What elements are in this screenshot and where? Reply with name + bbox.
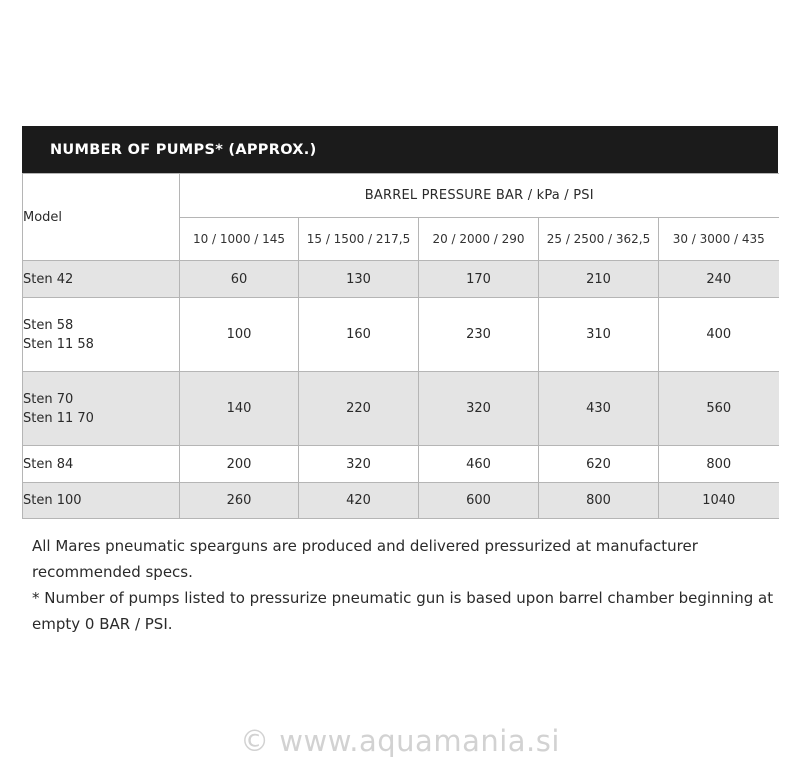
pumps-table: [22, 173, 779, 519]
pump-count-cell: 420: [299, 483, 419, 519]
pump-count-cell: 170: [419, 261, 539, 298]
model-cell: [23, 446, 180, 483]
model-name: Sten 84: [23, 456, 74, 472]
table-row: [23, 446, 779, 483]
model-name: Sten 11 70: [23, 410, 94, 426]
model-cell: [23, 298, 180, 372]
pressure-column-header: 30 / 3000 / 435: [659, 218, 779, 261]
table-row: [23, 372, 779, 446]
pump-count-cell: 1040: [659, 483, 779, 519]
model-cell: [23, 372, 180, 446]
model-name: Sten 42: [23, 271, 74, 287]
pump-count-footnote: * Number of pumps listed to pressurize pneumatic gun is based upon barrel chamber beginning at empty 0 BAR / PSI.: [32, 589, 774, 633]
pump-count-cell: 600: [419, 483, 539, 519]
table-row: [23, 483, 779, 519]
pressure-column-header: 25 / 2500 / 362,5: [539, 218, 659, 261]
pressure-column-header: 20 / 2000 / 290: [419, 218, 539, 261]
pump-count-cell: 100: [180, 298, 299, 372]
pump-count-cell: 560: [659, 372, 779, 446]
model-column-header: Model: [23, 174, 180, 261]
pump-count-cell: 310: [539, 298, 659, 372]
table-row: [23, 261, 779, 298]
pressurized-note: All Mares pneumatic spearguns are produced and delivered pressurized at manufacturer recommended specs.: [32, 537, 698, 581]
pump-count-cell: 240: [659, 261, 779, 298]
model-cell: [23, 261, 180, 298]
model-name: Sten 100: [23, 493, 82, 508]
copyright-watermark: © www.aquamania.si: [240, 724, 560, 758]
table-title: NUMBER OF PUMPS* (APPROX.): [50, 141, 317, 158]
model-name: Sten 11 58: [23, 336, 94, 352]
pump-count-cell: 210: [539, 261, 659, 298]
pump-count-cell: 400: [659, 298, 779, 372]
pump-count-cell: 800: [539, 483, 659, 519]
pump-count-cell: 620: [539, 446, 659, 483]
footnotes: [32, 533, 782, 637]
model-cell: [23, 483, 180, 519]
pump-count-cell: 320: [419, 372, 539, 446]
pump-count-cell: 130: [299, 261, 419, 298]
pump-count-cell: 220: [299, 372, 419, 446]
pump-count-cell: 140: [180, 372, 299, 446]
pump-count-cell: 430: [539, 372, 659, 446]
pump-count-cell: 460: [419, 446, 539, 483]
model-name: Sten 70: [23, 391, 74, 407]
pump-count-cell: 800: [659, 446, 779, 483]
pump-count-cell: 160: [299, 298, 419, 372]
model-name: Sten 58: [23, 317, 74, 333]
pressure-column-header: 10 / 1000 / 145: [180, 218, 299, 261]
pump-count-cell: 200: [180, 446, 299, 483]
pressure-group-header: BARREL PRESSURE BAR / kPa / PSI: [180, 174, 779, 218]
pump-count-cell: 260: [180, 483, 299, 519]
pressure-column-header: 15 / 1500 / 217,5: [299, 218, 419, 261]
table-row: [23, 298, 779, 372]
pump-count-cell: 60: [180, 261, 299, 298]
table-title-bar: [22, 126, 778, 173]
pump-count-cell: 320: [299, 446, 419, 483]
pump-count-cell: 230: [419, 298, 539, 372]
